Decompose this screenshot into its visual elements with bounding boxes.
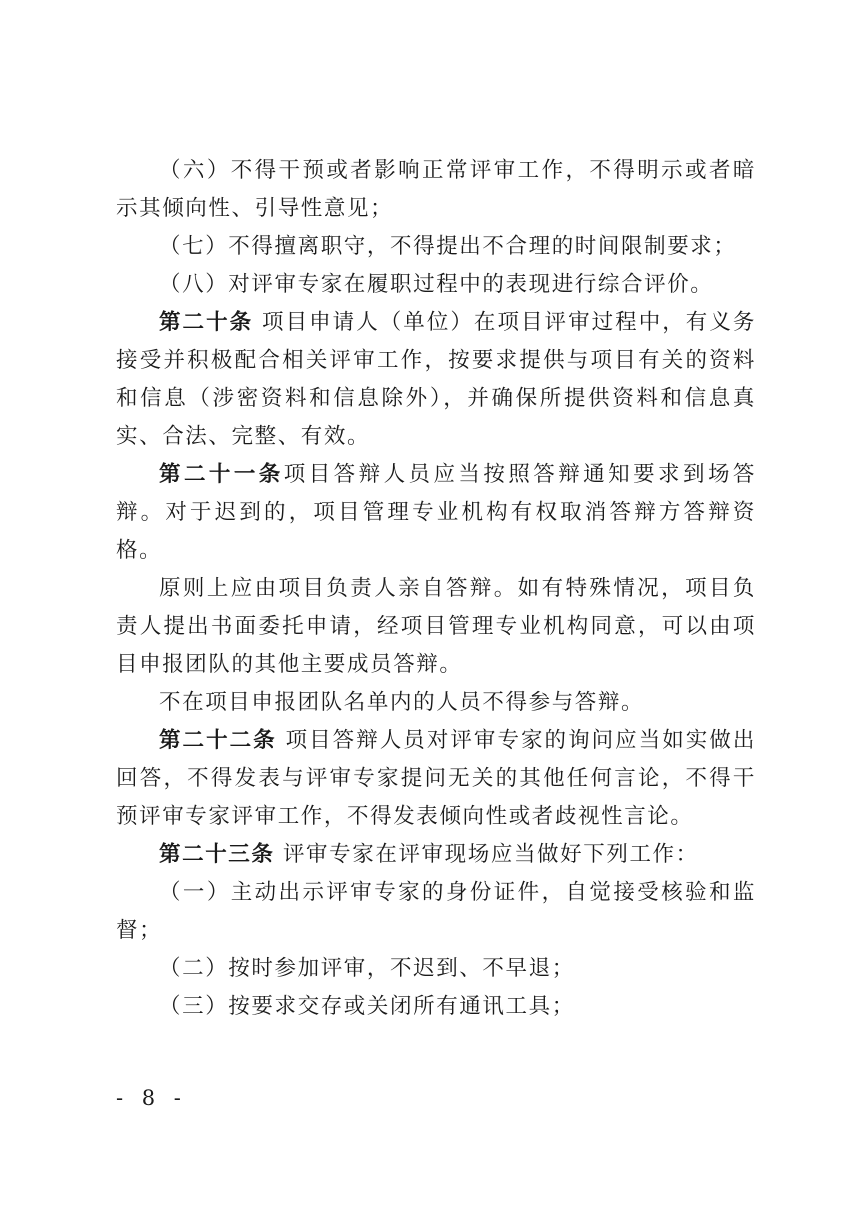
paragraph-text: （三）按要求交存或关闭所有通讯工具； <box>159 994 575 1019</box>
paragraph-text: （一）主动出示评审专家的身份证件，自觉接受核验和监督； <box>116 880 756 943</box>
paragraph <box>116 304 756 456</box>
paragraph-text: 项目答辩人员对评审专家的询问应当如实做出回答，不得发表与评审专家提问无关的其他任何言论，不得干预评审专家评审工作，不得发表倾向性或者歧视性言论。 <box>116 728 756 829</box>
paragraph-text: 不在项目申报团队名单内的人员不得参与答辩。 <box>159 690 645 715</box>
article-heading: 第二十一条 <box>159 462 284 487</box>
article-heading: 第二十二条 <box>159 728 277 753</box>
paragraph-text: 评审专家在评审现场应当做好下列工作： <box>274 842 699 867</box>
paragraph <box>116 950 756 988</box>
page-number: - 8 - <box>116 1086 187 1110</box>
article-heading: 第二十条 <box>159 310 254 335</box>
paragraph <box>116 570 756 684</box>
paragraph-text: （八）对评审专家在履职过程中的表现进行综合评价。 <box>159 272 714 297</box>
paragraph <box>116 228 756 266</box>
paragraph <box>116 266 756 304</box>
paragraph-text: （二）按时参加评审，不迟到、不早退； <box>159 956 575 981</box>
paragraph-text: 原则上应由项目负责人亲自答辩。如有特殊情况，项目负责人提出书面委托申请，经项目管理专业机构同意，可以由项目申报团队的其他主要成员答辩。 <box>116 576 756 677</box>
paragraph <box>116 456 756 570</box>
document-body <box>116 152 756 1026</box>
paragraph-text: （六）不得干预或者影响正常评审工作，不得明示或者暗示其倾向性、引导性意见； <box>116 158 756 221</box>
paragraph <box>116 988 756 1026</box>
paragraph <box>116 874 756 950</box>
paragraph <box>116 684 756 722</box>
paragraph <box>116 152 756 228</box>
paragraph <box>116 722 756 836</box>
article-heading: 第二十三条 <box>159 842 275 867</box>
paragraph-text: 项目答辩人员应当按照答辩通知要求到场答辩。对于迟到的，项目管理专业机构有权取消答辩方答辩资格。 <box>116 462 756 563</box>
paragraph-text: 项目申请人（单位）在项目评审过程中，有义务接受并积极配合相关评审工作，按要求提供与项目有关的资料和信息（涉密资料和信息除外），并确保所提供资料和信息真实、合法、完整、有效。 <box>116 310 756 449</box>
paragraph-text: （七）不得擅离职守，不得提出不合理的时间限制要求； <box>159 234 737 259</box>
paragraph <box>116 836 756 874</box>
